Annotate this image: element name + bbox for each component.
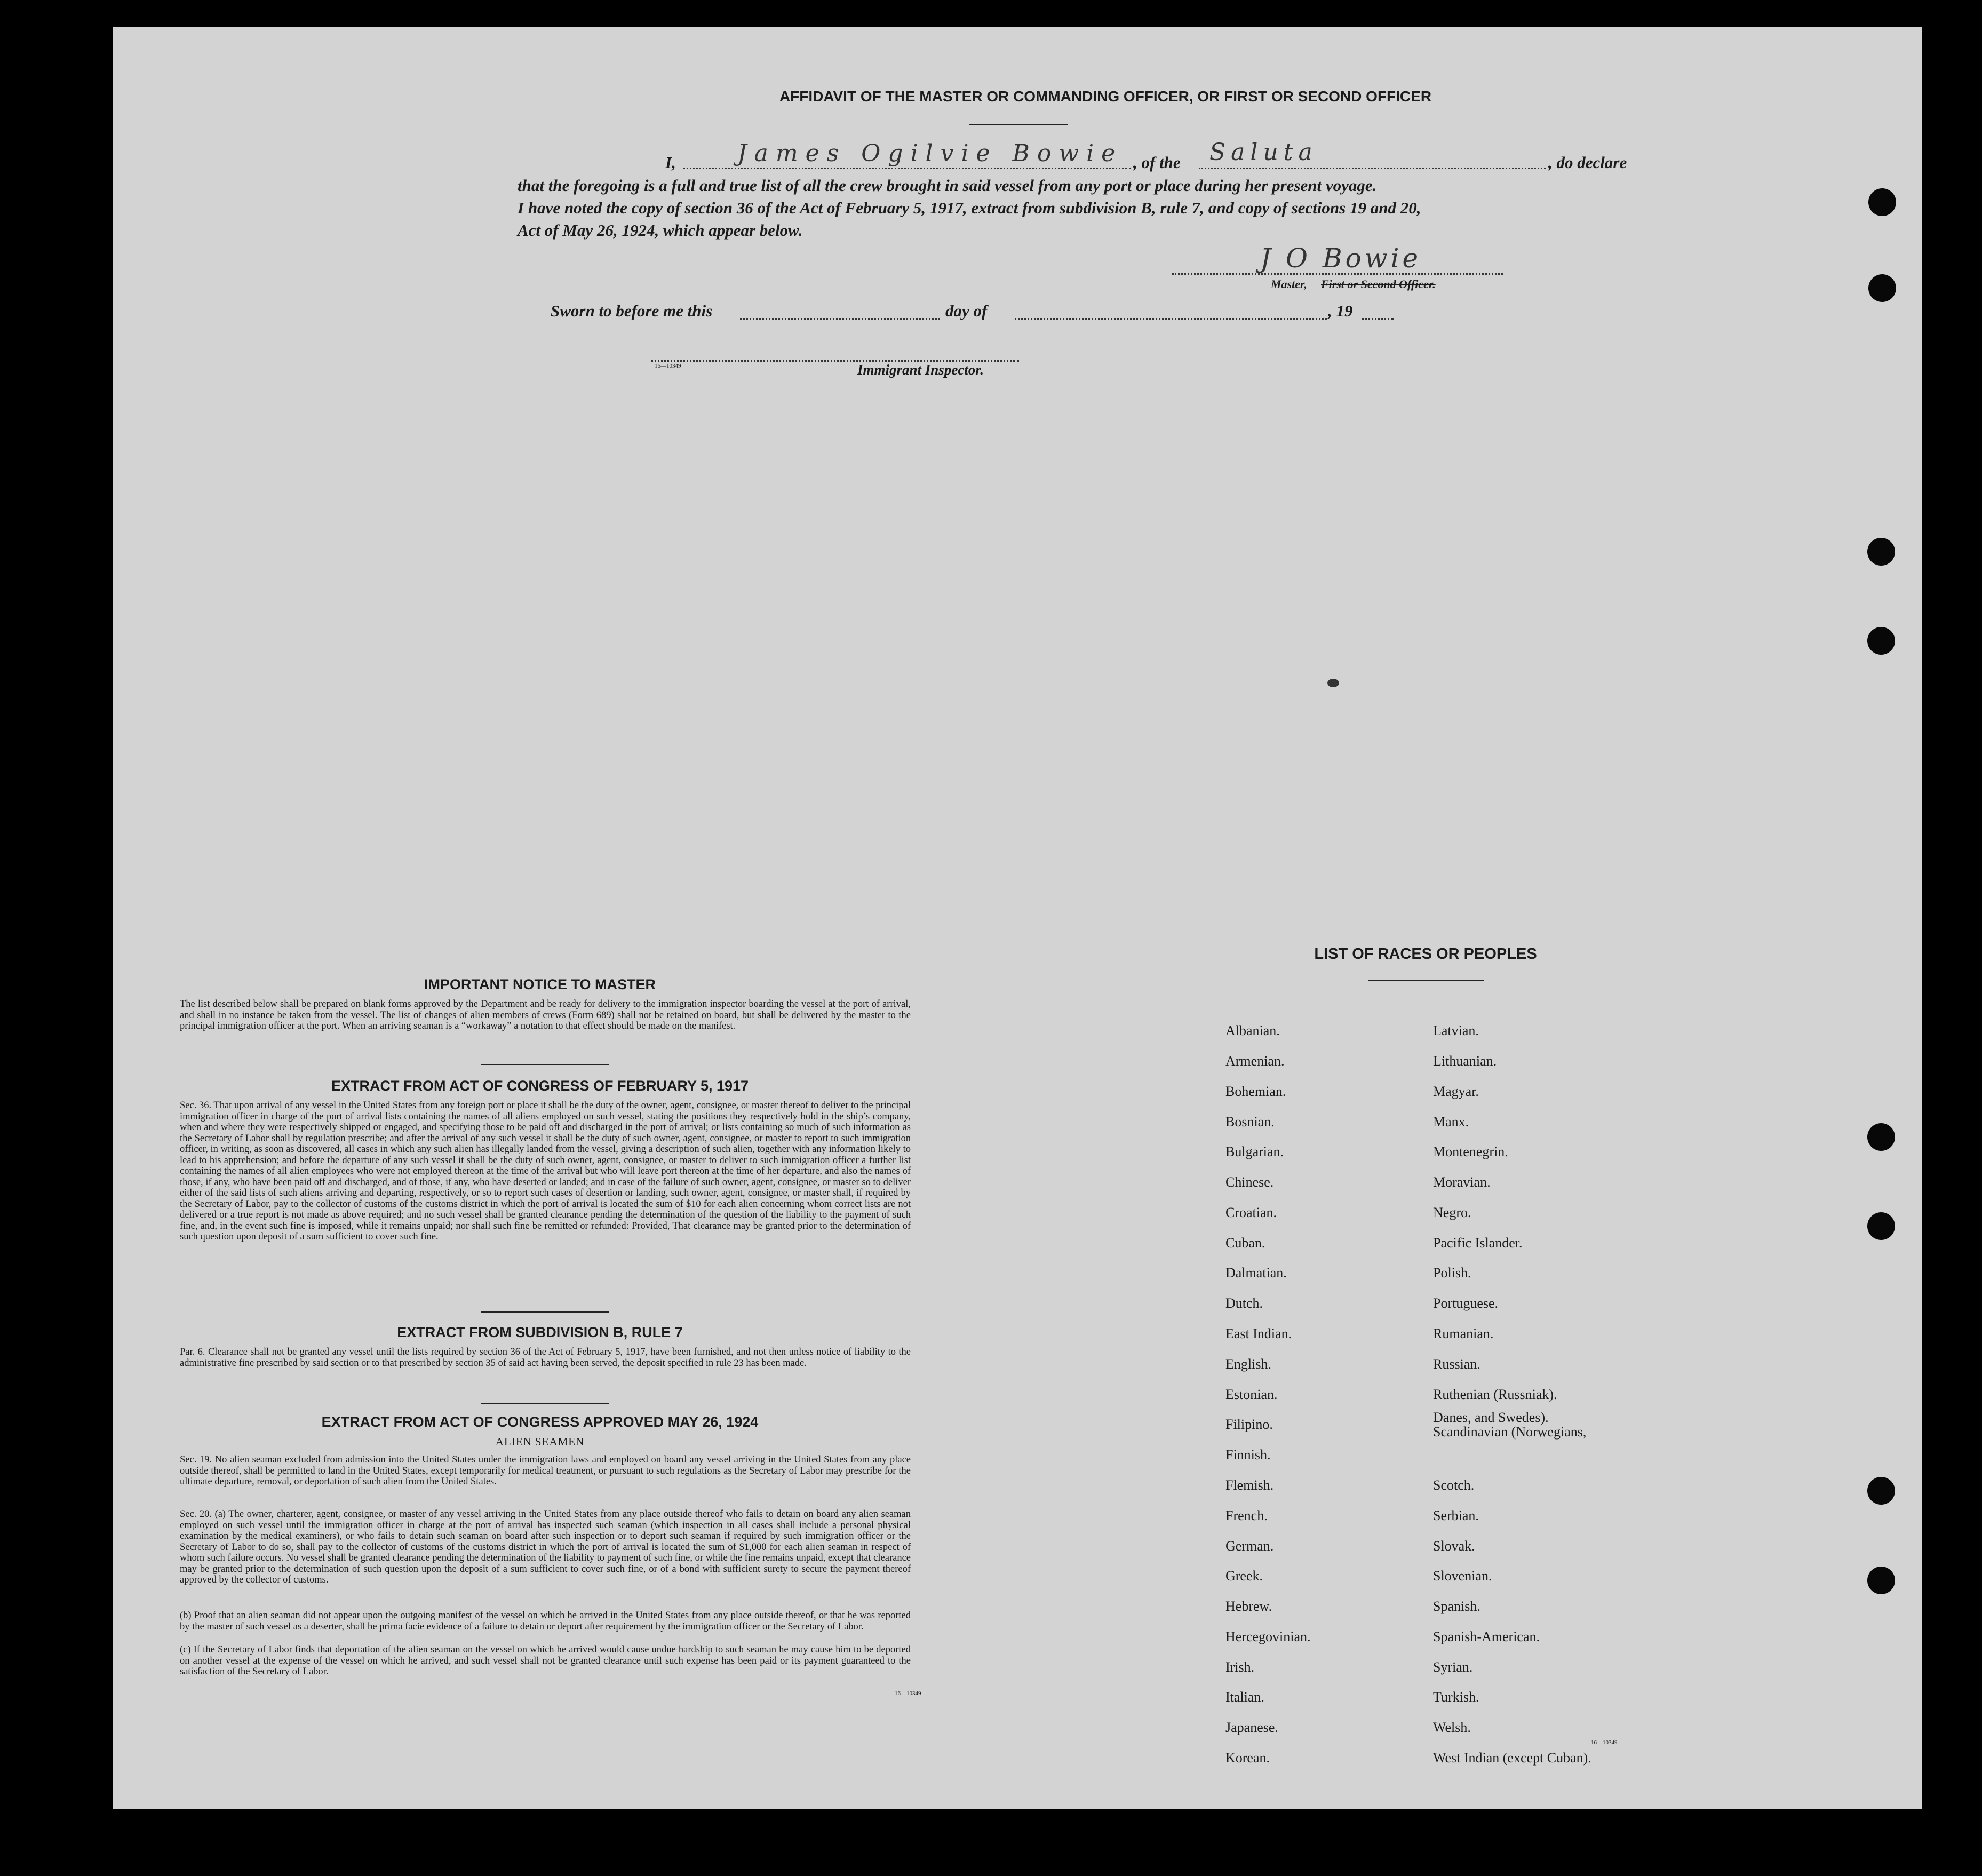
race-item: Finnish. [1225,1447,1271,1462]
race-item: Armenian. [1225,1053,1285,1069]
punch-hole [1867,1212,1895,1240]
sec-19-text: Sec. 19. No alien seaman excluded from admission into the United States under the immigration laws and employed on board any vessel arriving in the United States from any place outside thereof, shall be permitted to land in the United States, except temporarily for medical treatment, or pursuant to such regulations as the Secretary of Labor may prescribe for the ultimate departure, removal, or deportation of such alien from the United States. [180,1454,911,1487]
race-item: Dutch. [1225,1295,1263,1311]
extract-1917-title: EXTRACT FROM ACT OF CONGRESS OF FEBRUARY 5, 1917 [331,1078,749,1094]
race-item: Syrian. [1433,1659,1473,1675]
affidavit-line-2: that the foregoing is a full and true list of all the crew brought in said vessel from any port or place during her present voyage. [518,176,1377,195]
race-item: Spanish-American. [1433,1629,1540,1644]
race-item: Polish. [1433,1265,1471,1281]
vessel-name-handwritten: Saluta [1209,139,1318,166]
race-item: Ruthenian (Russniak). [1433,1387,1557,1402]
race-item: Scandinavian (Norwegians, [1433,1424,1587,1440]
title-rule [969,124,1068,125]
race-item: Cuban. [1225,1235,1265,1251]
race-item: Turkish. [1433,1689,1479,1705]
form-number-top: 16—10349 [655,363,681,369]
extract-1917-text: Sec. 36. That upon arrival of any vessel in the United States from any foreign port or place it shall be the duty of the owner, agent, consignee, or master thereof to deliver to the principal immigration officer in charge of the port of arrival lists containing the names of all aliens employed on such vessel, stating the positions they respectively hold in the ship’s company, when and where they were respectively shipped or engaged, and specifying those to be paid off and discharged in the port of arrival; or lists containing so much of such information as the Secretary of Labor shall by regulation prescribe; and after the arrival of any such vessel it shall be the duty of such owner, agent, consignee, or master to report to such immigration officer, in writing, as soon as discovered, all cases in which any such alien has illegally landed from the vessel, giving a description of such alien, together with any information likely to lead to his apprehension; and before the departure of any such vessel it shall be the duty of such owner, agent, consignee, or master to deliver to such immigration officer a further list containing the names of all alien employees who were not employed thereon at the time of the arrival but who will leave port thereon at the time of her departure, and also the names of those, if any, who have been paid off and discharged, and of those, if any, who have deserted or landed; and in case of the failure of such owner, agent, consignee, or master so to deliver either of the said lists of such aliens arriving and departing, respectively, or so to report such cases of desertion or landing, such owner, agent, consignee, or master shall, if required by the Secretary of Labor, pay to the collector of customs of the customs district in which the port of arrival is located the sum of $10 for each alien concerning whom correct lists are not delivered or a true report is not made as above required; and no such vessel shall be granted clearance pending the determination of the question of the liability to the payment of such fine, and, in the event such fine is imposed, while it remains unpaid; nor shall such fine be remitted or refunded: Provided, That clearance may be granted prior to the determination of such question upon deposit of a sum sufficient to cover such fine. [180,1100,911,1242]
do-declare-label: , do declare [1548,153,1627,172]
sworn-month-line [1015,318,1327,320]
punch-hole [1867,1567,1895,1594]
punch-hole [1867,627,1895,655]
race-item: West Indian (except Cuban). [1433,1750,1591,1766]
race-item: Filipino. [1225,1417,1273,1432]
rule-7-title: EXTRACT FROM SUBDIVISION B, RULE 7 [397,1324,683,1340]
race-item: Welsh. [1433,1720,1471,1735]
sworn-year-label: , 19 [1328,301,1353,320]
race-item: Manx. [1433,1114,1469,1130]
race-item: Hebrew. [1225,1599,1272,1614]
sec-20b-text: (b) Proof that an alien seaman did not appear upon the outgoing manifest of the vessel on which he arrived in the United States from any place outside thereof, or that he was reported by the master of such vessel as a deserter, shall be prima facie evidence of a failure to detain or deport after requirement by the immigration officer or the Secretary of Labor. [180,1610,911,1632]
race-item: Irish. [1225,1659,1255,1675]
race-item: Albanian. [1225,1023,1280,1038]
notice-rule [481,1064,609,1065]
race-item: Flemish. [1225,1477,1274,1493]
sworn-year-line [1362,318,1394,320]
race-item: Estonian. [1225,1387,1278,1402]
punch-hole [1868,274,1896,302]
punch-hole [1868,188,1896,216]
race-item: Rumanian. [1433,1326,1494,1341]
race-item: Slovenian. [1433,1568,1492,1584]
race-item: French. [1225,1508,1268,1523]
race-item: Korean. [1225,1750,1270,1766]
sec-20a-text: Sec. 20. (a) The owner, charterer, agent, consignee, or master of any vessel arriving in the United States from any place outside thereof who fails to detain on board any alien seaman employed on such vessel until the immigration officer in charge at the port of arrival has inspected such seaman (which inspection in all cases shall include a personal physical examination by the medical examiners), or who fails to detain such seaman on board after such inspection or to deport such seaman if required by such immigration officer or the Secretary of Labor to do so, shall pay to the collector of customs of the customs district in which the port of arrival is located the sum of $1,000 for each alien seaman in respect of whom such failure occurs. No vessel shall be granted clearance pending the determination of the liability to payment of such fine, or while the fine remains unpaid, except that clearance may be granted prior to the determination of such question upon the deposit of a sum sufficient to cover such fine, or of a bond with sufficient surety to secure the payment thereof approved by the collector of customs. [180,1509,911,1585]
race-item: Serbian. [1433,1508,1479,1523]
race-item: Dalmatian. [1225,1265,1287,1281]
sec-20c-text: (c) If the Secretary of Labor finds that deportation of the alien seaman on the vessel on which he arrived would cause undue hardship to such seaman he may cause him to be deported on another vessel at the expense of the vessel on which he arrived, and such vessel shall not be granted clearance until such expense has been paid or its payment guaranteed to the satisfaction of the Secretary of Labor. [180,1644,911,1677]
document-page [113,27,1922,1809]
race-item: East Indian. [1225,1326,1292,1341]
race-item: Chinese. [1225,1174,1274,1190]
punch-hole [1867,1477,1895,1505]
signature-caption-master: Master, [1271,277,1307,291]
form-number-bottom-right: 16—10349 [1591,1739,1618,1746]
race-item: Montenegrin. [1433,1144,1508,1159]
affidavit-line-4: Act of May 26, 1924, which appear below. [518,221,803,240]
punch-hole [1867,1123,1895,1151]
race-item: Bohemian. [1225,1084,1286,1099]
race-item: Croatian. [1225,1205,1277,1220]
signature-handwritten: J O Bowie [1260,243,1422,274]
sworn-label: Sworn to before me this [551,301,713,320]
race-item: Spanish. [1433,1599,1480,1614]
affidavit-line-3: I have noted the copy of section 36 of the Act of February 5, 1917, extract from subdivision B, rule 7, and copy of sections 19 and 20, [518,198,1421,217]
race-scandinavian-cont: Danes, and Swedes). [1433,1410,1549,1425]
notice-title: IMPORTANT NOTICE TO MASTER [424,976,656,992]
sworn-day-label: day of [945,301,988,320]
vessel-name-line [1199,168,1546,169]
race-item: Lithuanian. [1433,1053,1497,1069]
race-item: Moravian. [1433,1174,1491,1190]
race-item: Latvian. [1433,1023,1479,1038]
race-item: Russian. [1433,1356,1480,1372]
inspector-label: Immigrant Inspector. [857,362,984,378]
form-number-bottom-left: 16—10349 [895,1690,921,1697]
affidavit-i-label: I, [665,153,676,172]
of-the-label: , of the [1133,153,1181,172]
punch-hole [1867,538,1895,566]
rule-7-rule [481,1403,609,1404]
rule-7-text: Par. 6. Clearance shall not be granted any vessel until the lists required by section 36 of the Act of February 5, 1917, have been furnished, and not then unless notice of liability to the administrative fine prescribed by said section or to that prescribed by section 35 of said act having been served, the deposit specified in rule 23 has been made. [180,1347,911,1369]
race-item: Slovak. [1433,1538,1475,1554]
master-name-handwritten: James Ogilvie Bowie [737,140,1123,167]
extract-1924-title: EXTRACT FROM ACT OF CONGRESS APPROVED MAY 26, 1924 [321,1414,759,1430]
signature-caption-struck: First or Second Officer. [1321,277,1436,291]
race-item: Hercegovinian. [1225,1629,1311,1644]
race-item: Portuguese. [1433,1295,1499,1311]
ink-blot [1327,679,1339,687]
race-item: Japanese. [1225,1720,1278,1735]
race-item: Bulgarian. [1225,1144,1284,1159]
notice-text: The list described below shall be prepared on blank forms approved by the Department and be ready for delivery to the immigration inspector boarding the vessel at the port of arrival, and shall in no instance be taken from the vessel. The list of changes of alien members of crews (Form 689) shall not be retained on board, but shall be delivered by the master to the principal immigration officer at the port. When an arriving seaman is a “workaway” a notation to that effect should be made on the manifest. [180,999,911,1031]
race-item: Pacific Islander. [1433,1235,1523,1251]
alien-seamen-subtitle: ALIEN SEAMEN [495,1435,585,1448]
races-rule [1368,980,1484,981]
sworn-day-line [740,318,940,320]
master-name-line [683,168,1131,169]
race-item: Greek. [1225,1568,1263,1584]
affidavit-title: AFFIDAVIT OF THE MASTER OR COMMANDING OFFICER, OR FIRST OR SECOND OFFICER [779,88,1432,105]
race-item: Scotch. [1433,1477,1475,1493]
race-item: German. [1225,1538,1274,1554]
race-item: Bosnian. [1225,1114,1275,1130]
races-title: LIST OF RACES OR PEOPLES [1314,945,1537,963]
race-item: Magyar. [1433,1084,1479,1099]
race-item: Italian. [1225,1689,1264,1705]
race-item: English. [1225,1356,1271,1372]
extract-1917-rule [481,1311,609,1313]
race-item: Negro. [1433,1205,1471,1220]
